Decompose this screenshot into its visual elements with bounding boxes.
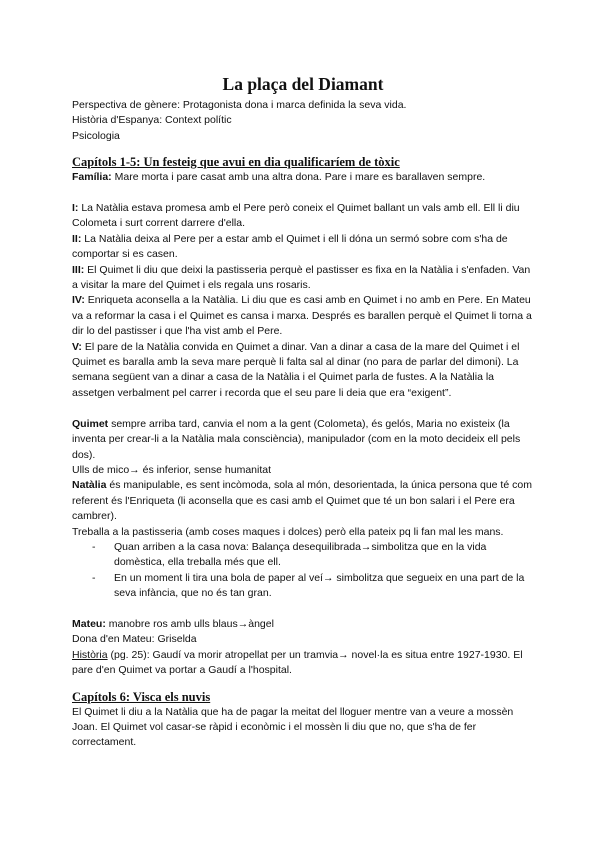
chapter-label: I: (72, 202, 79, 215)
mateu-label: Mateu: (72, 617, 106, 630)
chapter-label: V: (72, 340, 82, 353)
intro-line: Perspectiva de gènere: Protagonista dona i marca definida la seva vida. (72, 99, 407, 111)
natalia-text: és manipulable, es sent incòmoda, sola al món, desorientada, la única persona que té com referent és l'Enriqueta (li aconsella que es casi amb el Quimet que té un bon salari i el Pere era cambrer). (72, 479, 532, 523)
chapter-text: El Quimet li diu que deixi la pastisseria perquè el pastisser es fixa en la Natàlia i s'enfaden. Van a visitar la mare del Quimet i els regala uns rosaris. (72, 263, 531, 292)
quimet-label: Quimet (72, 417, 109, 430)
historia-label: Història (72, 648, 108, 661)
familia-label: Família: (72, 171, 112, 184)
chapter-text: El pare de la Natàlia convida en Quimet a dinar. Van a dinar a casa de la mare del Quimet i el Quimet es baralla amb la seva mare perquè li falta sal al dinar (no para de parlar del dimoni). La semana següent van a dinar a casa de la Natàlia i el Quimet parla de fustes. A la Natàlia la assetgen verbalment pel carrer i recorda que el seu pare li deia que era “exigent”. (72, 340, 520, 399)
chapter-6-paragraph: El Quimet li diu a la Natàlia que ha de pagar la meitat del lloguer mentre van a veure a mossèn Joan. El Quimet vol casar-se ràpid i econòmic i el mossèn li diu que no, que s'ha de fer correctament. (72, 705, 514, 749)
historia-paragraph (72, 648, 534, 679)
chapter-paragraph (72, 263, 534, 294)
page-title: La plaça del Diamant (222, 74, 384, 94)
familia-text: Mare morta i pare casat amb una altra dona. Pare i mare es barallaven sempre. (111, 171, 486, 184)
dona-line: Dona d'en Mateu: Griselda (72, 633, 197, 646)
quimet-paragraph (72, 417, 534, 463)
chapter-paragraph (72, 293, 534, 339)
intro-line: Psicologia (72, 129, 120, 142)
ulls-line: Ulls de mico→ és inferior, sense humanitat (72, 463, 272, 476)
historia-text: (pg. 25): Gaudí va morir atropellat per un tramvia→ novel·la es situa entre 1927-1930. El pare d'en Quimet va portar a Gaudí a l'hospital. (72, 648, 523, 677)
chapter-label: IV: (72, 294, 85, 307)
symbol-list (72, 540, 534, 602)
section-heading-chapter-6: Capítols 6: Visca els nuvis (72, 689, 211, 704)
intro-line: Història d'Espanya: Context polític (72, 114, 232, 127)
natalia-paragraph (72, 478, 534, 524)
chapter-label: II: (72, 232, 82, 245)
document-body (72, 74, 534, 751)
section-heading-chapters-1-5: Capítols 1-5: Un festeig que avui en dia qualificaríem de tòxic (72, 155, 400, 170)
mateu-text: manobre ros amb ulls blaus→àngel (105, 617, 274, 630)
natalia-label: Natàlia (72, 479, 107, 492)
chapter-text: La Natàlia estava promesa amb el Pere però coneix el Quimet ballant un vals amb ell. Ell li diu Colometa i surt corrent darrere d'ella. (72, 202, 520, 230)
chapter-text: La Natàlia deixa al Pere per a estar amb el Quimet i ell li dóna un sermó sobre com s'ha de comportar si es casen. (72, 232, 508, 261)
chapter-label: III: (72, 263, 85, 276)
chapter-paragraph (72, 340, 534, 402)
quimet-text: sempre arriba tard, canvia el nom a la gent (Colometa), és gelós, Maria no existeix (la inventa per crear-li a la Natàlia mala consciència), manipulador (com en la moto decideix ell pels dos). (72, 417, 521, 461)
chapter-paragraph (72, 232, 534, 263)
list-item: - En un moment li tira una bola de paper al veí→ simbolitza que segueix en una part de la seva infància, que no és tan gran. (72, 571, 534, 602)
treballa-paragraph: Treballa a la pastisseria (amb coses maques i dolces) però ella pateix pq li fan mal les mans. (72, 525, 504, 538)
list-item: - Quan arriben a la casa nova: Balança desequilibrada→simbolitza que en la vida domèstica, ella treballa més que ell. (72, 540, 534, 571)
chapter-paragraph (72, 201, 534, 232)
mateu-line (72, 617, 534, 632)
chapter-text: Enriqueta aconsella a la Natàlia. Li diu que es casi amb en Quimet i no amb en Pere. En Mateu va a reformar la casa i el Quimet es cansa i marxa. Després es barallen perquè el Quimet li torna a dir lo del pastisser i que l'ha vist amb el Pere. (72, 294, 532, 338)
familia-paragraph (72, 170, 534, 185)
